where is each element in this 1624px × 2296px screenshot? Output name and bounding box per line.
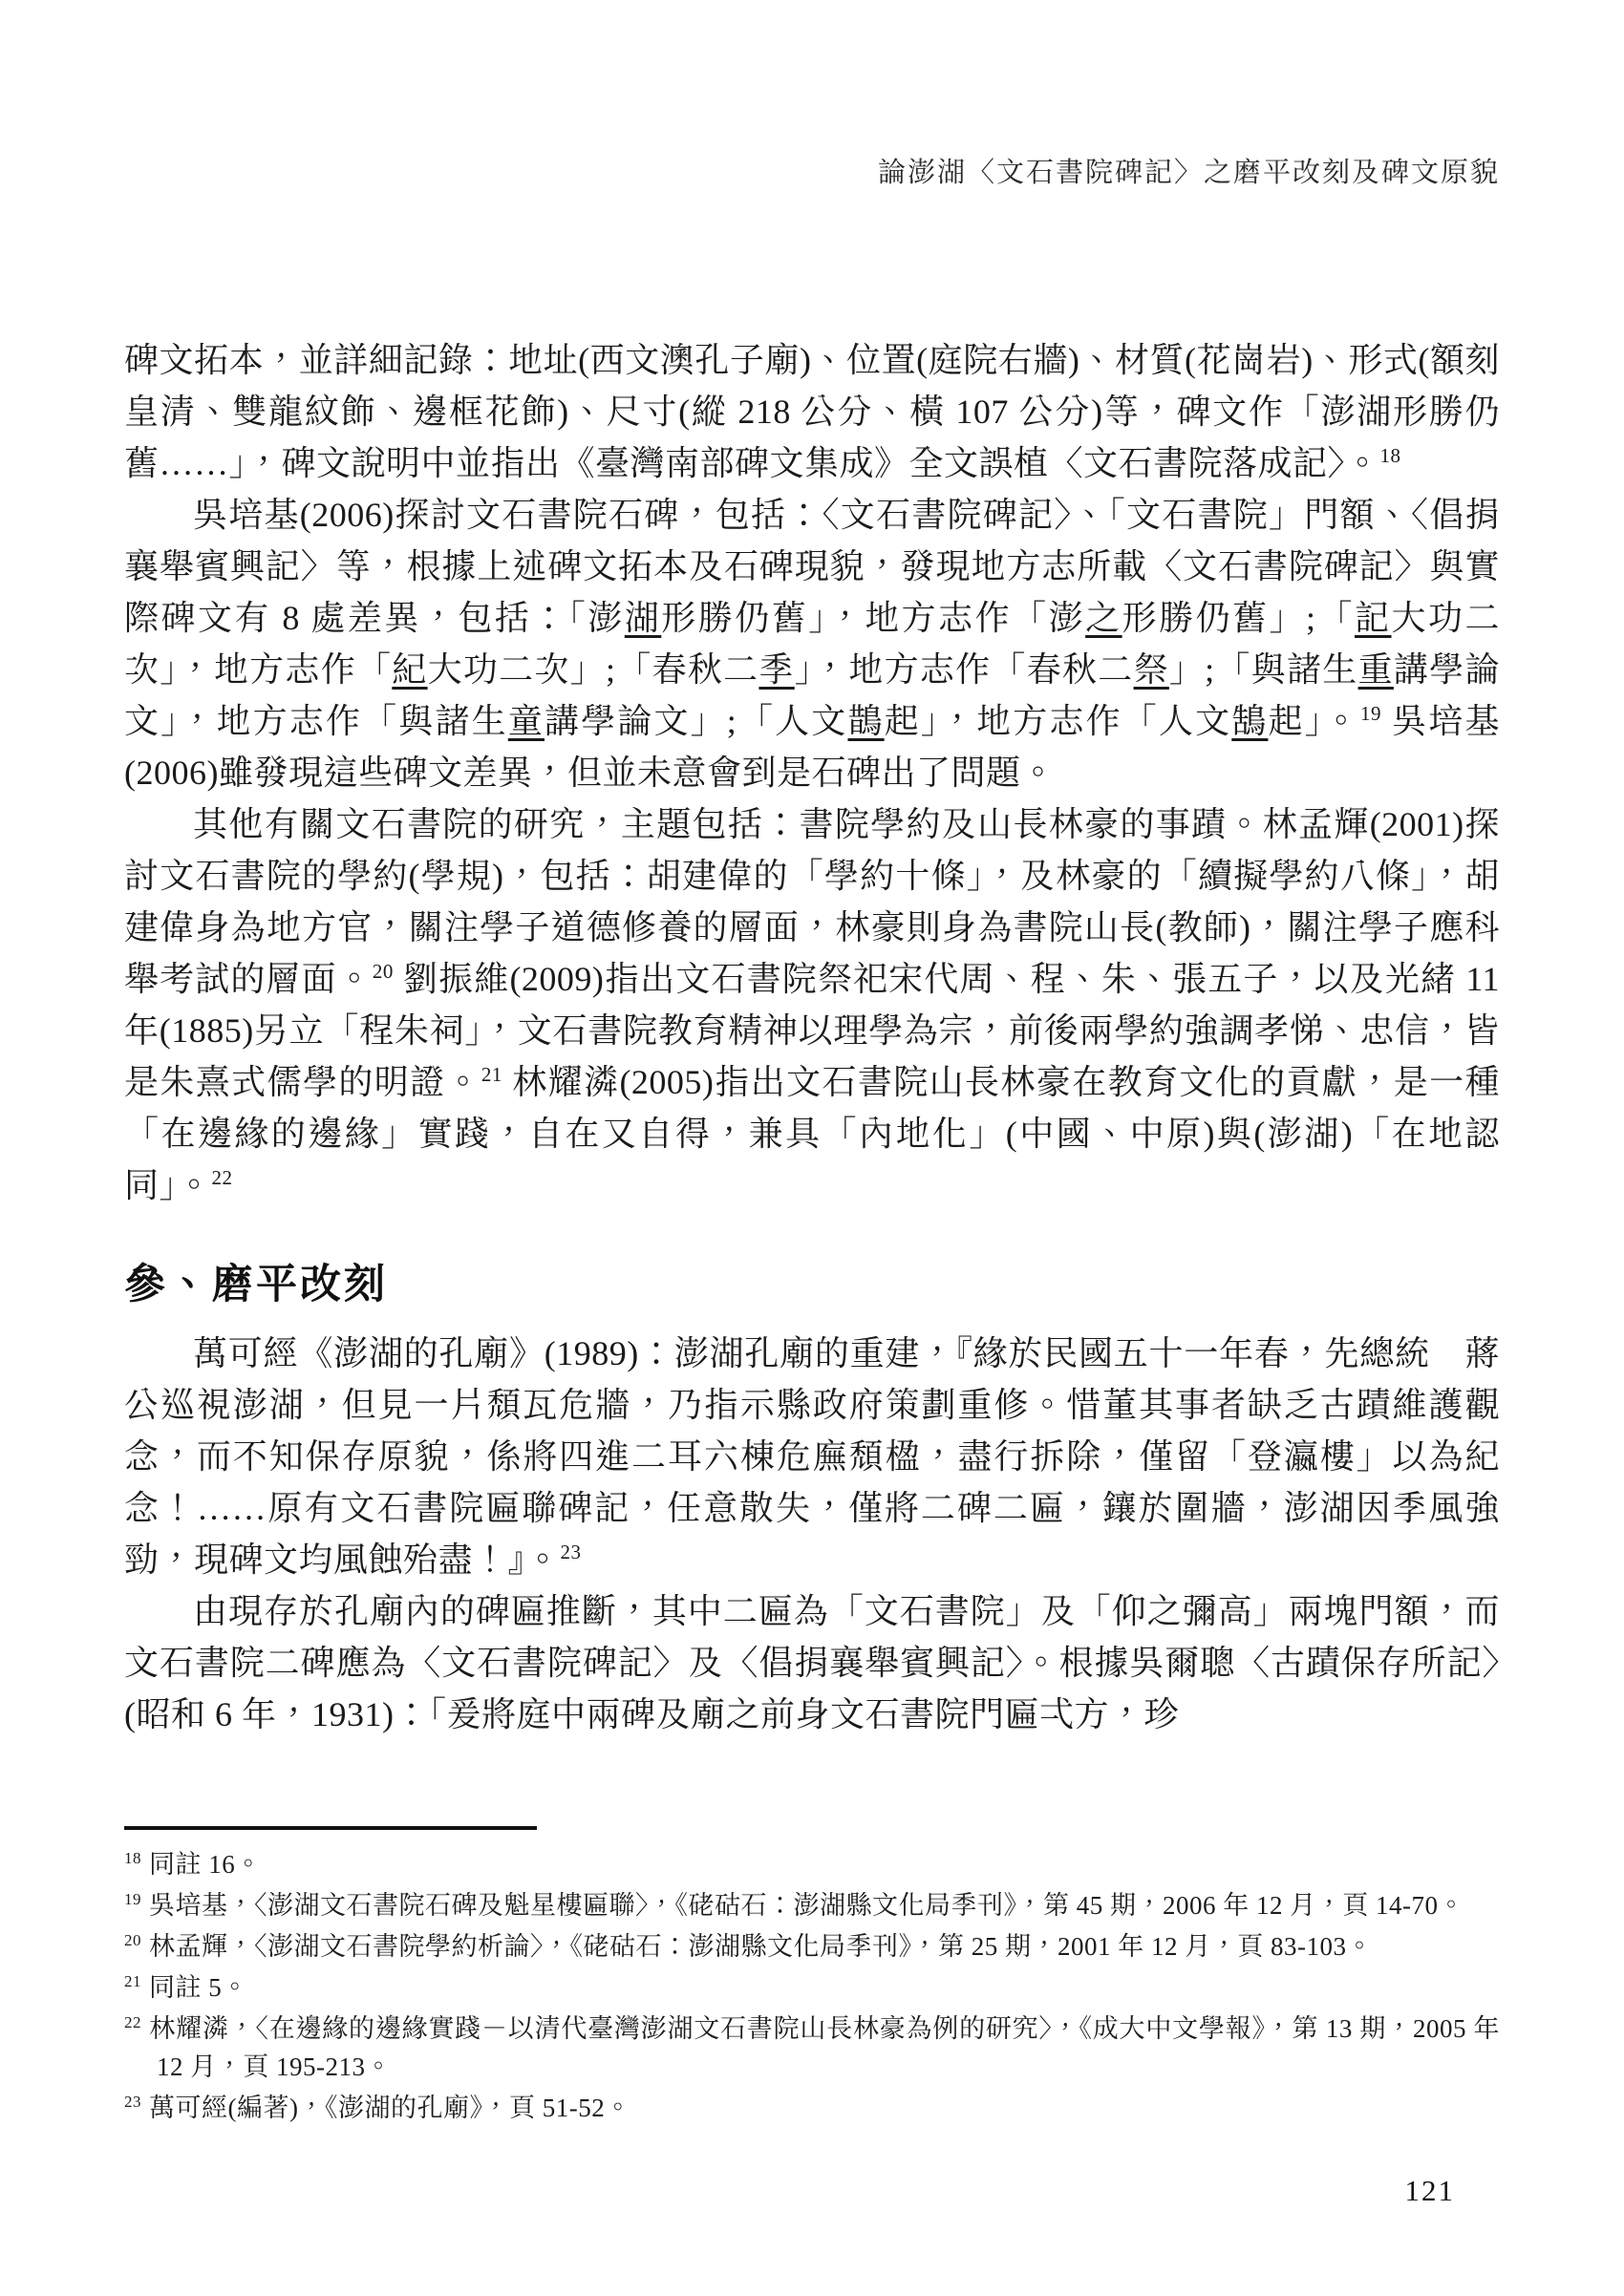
footnote-text: 吳培基，〈澎湖文石書院石碑及魁星樓匾聯〉，《硓𥑮石：澎湖縣文化局季刊》，第 45 期，2006 年 12 月，頁 14-70。 <box>149 1891 1464 1920</box>
footnote-separator <box>124 1826 537 1830</box>
page-number: 121 <box>1404 2174 1455 2207</box>
text-run: 劉振維(2009)指出文石書院祭祀宋代周、程、朱、張五子，以及光緒 11 年(1885)另立「程朱祠」，文石書院教育精神以理學為宗，前後兩學約強調孝悌、忠信，皆是朱熹式儒學的明證。 <box>124 960 1500 1101</box>
text-run: 形勝仍舊」;「 <box>1122 599 1356 637</box>
underlined-variant-char: 重 <box>1357 650 1394 689</box>
footnote-text: 同註 5。 <box>149 1973 248 2002</box>
running-head: 論澎湖〈文石書院碑記〉之磨平改刻及碑文原貌 <box>877 158 1500 188</box>
paragraph <box>124 798 1500 1211</box>
footnotes-list <box>124 1845 1500 2127</box>
text-run: 林耀潾(2005)指出文石書院山長林豪在教育文化的貢獻，是一種「在邊緣的邊緣」實踐，自在又自得，兼具「內地化」(中國、中原)與(澎湖)「在地認同」。 <box>124 1063 1500 1204</box>
underlined-variant-char: 童 <box>507 702 545 740</box>
footnote-ref: 23 <box>560 1540 582 1563</box>
footnote-text: 萬可經(編著)，《澎湖的孔廟》，頁 51-52。 <box>149 2094 631 2122</box>
text-run: 由現存於孔廟內的碑匾推斷，其中二匾為「文石書院」及「仰之彌高」兩塊門額，而文石書院二碑應為〈文石書院碑記〉及〈倡捐襄舉賓興記〉。根據吳爾聰〈古蹟保存所記〉(昭和 6 年，1931)：「爰將庭中兩碑及廟之前身文石書院門匾弌方，珍 <box>124 1591 1500 1733</box>
footnote-ref: 21 <box>481 1063 502 1086</box>
text-run: 講學論文」，地方志作「與諸生 <box>124 650 1500 740</box>
section-heading: 參、磨平改刻 <box>124 1263 388 1307</box>
text-run: 」;「與諸生 <box>1168 650 1358 689</box>
paragraph <box>124 1328 1500 1585</box>
footnote <box>124 1968 1500 2007</box>
footnote-text: 林孟輝，〈澎湖文石書院學約析論〉，《硓𥑮石：澎湖縣文化局季刊》，第 25 期，2001 年 12 月，頁 83-103。 <box>149 1932 1373 1961</box>
footnote-ref: 18 <box>1379 444 1401 467</box>
footnote-number: 23 <box>124 2093 141 2111</box>
footnote <box>124 2089 1500 2127</box>
text-run: 講學論文」;「人文 <box>544 702 848 740</box>
paragraph <box>124 1585 1500 1740</box>
underlined-variant-char: 季 <box>759 650 795 689</box>
text-run: 」，地方志作「春秋二 <box>794 650 1134 689</box>
text-run: 大功二次」;「春秋二 <box>427 650 759 689</box>
footnote-number: 18 <box>124 1849 141 1867</box>
footnote <box>124 1927 1500 1966</box>
footnote-text: 同註 16。 <box>149 1850 262 1879</box>
underlined-variant-char: 祭 <box>1133 650 1169 689</box>
footnote <box>124 2009 1500 2086</box>
paragraph <box>124 489 1500 798</box>
text-run: 形勝仍舊」，地方志作「澎 <box>661 599 1086 637</box>
text-run: 萬可經《澎湖的孔廟》(1989)：澎湖孔廟的重建，『緣於民國五十一年春，先總統 蔣公巡視澎湖，但見一片頹瓦危牆，乃指示縣政府策劃重修。惜董其事者缺乏古蹟維護觀念，而不知保存原貌，係將四進二耳六棟危廡頹楹，盡行拆除，僅留「登瀛樓」以為紀念！……原有文石書院匾聯碑記，任意散失，僅將二碑二匾，鑲於圍牆，澎湖因季風強勁，現碑文均風蝕殆盡！』。 <box>124 1333 1500 1579</box>
text-run: 大功二次」，地方志作「 <box>124 599 1500 689</box>
text-run: 吳培基(2006)雖發現這些碑文差異，但並未意會到是石碑出了問題。 <box>124 702 1500 792</box>
underlined-variant-char: 之 <box>1085 599 1122 637</box>
footnote-number: 21 <box>124 1972 141 1990</box>
underlined-variant-char: 記 <box>1355 599 1392 637</box>
text-run: 起」。 <box>1268 702 1360 740</box>
footnote-ref: 22 <box>211 1166 233 1189</box>
paragraph <box>124 334 1500 489</box>
text-run: 起」，地方志作「人文 <box>884 702 1232 740</box>
footnote-ref: 19 <box>1359 702 1381 725</box>
footnote-number: 20 <box>124 1931 141 1949</box>
text-run: 吳培基(2006)探討文石書院石碑，包括：〈文石書院碑記〉、「文石書院」門額、〈倡捐襄舉賓興記〉等，根據上述碑文拓本及石碑現貌，發現地方志所載〈文石書院碑記〉與實際碑文有 8 處差異，包括：「澎 <box>124 496 1500 637</box>
underlined-variant-char: 湖 <box>624 599 662 637</box>
underlined-variant-char: 鵠 <box>1231 702 1269 740</box>
footnote-text: 林耀潾，〈在邊緣的邊緣實踐－以清代臺灣澎湖文石書院山長林豪為例的研究〉，《成大中文學報》，第 13 期，2005 年 12 月，頁 195-213。 <box>149 2014 1500 2081</box>
text-run: 碑文拓本，並詳細記錄：地址(西文澳孔子廟)、位置(庭院右牆)、材質(花崗岩)、形式(額刻皇清、雙龍紋飾、邊框花飾)、尺寸(縱 218 公分、橫 107 公分)等，碑文作「澎湖形勝仍舊……」，碑文說明中並指出《臺灣南部碑文集成》全文誤植〈文石書院落成記〉。 <box>124 341 1500 482</box>
article-body <box>124 334 1500 1740</box>
footnote <box>124 1886 1500 1924</box>
footnotes-section <box>124 1826 1500 2130</box>
footnote-number: 22 <box>124 2013 141 2031</box>
footnote-number: 19 <box>124 1890 141 1908</box>
underlined-variant-char: 紀 <box>392 650 428 689</box>
footnote <box>124 1845 1500 1883</box>
footnote-ref: 20 <box>372 960 394 983</box>
underlined-variant-char: 鵲 <box>847 702 885 740</box>
text-run: 其他有關文石書院的研究，主題包括：書院學約及山長林豪的事蹟。林孟輝(2001)探討文石書院的學約(學規)，包括：胡建偉的「學約十條」，及林豪的「續擬學約八條」，胡建偉身為地方官，關注學子道德修養的層面，林豪則身為書院山長(教師)，關注學子應科舉考試的層面。 <box>124 805 1500 998</box>
